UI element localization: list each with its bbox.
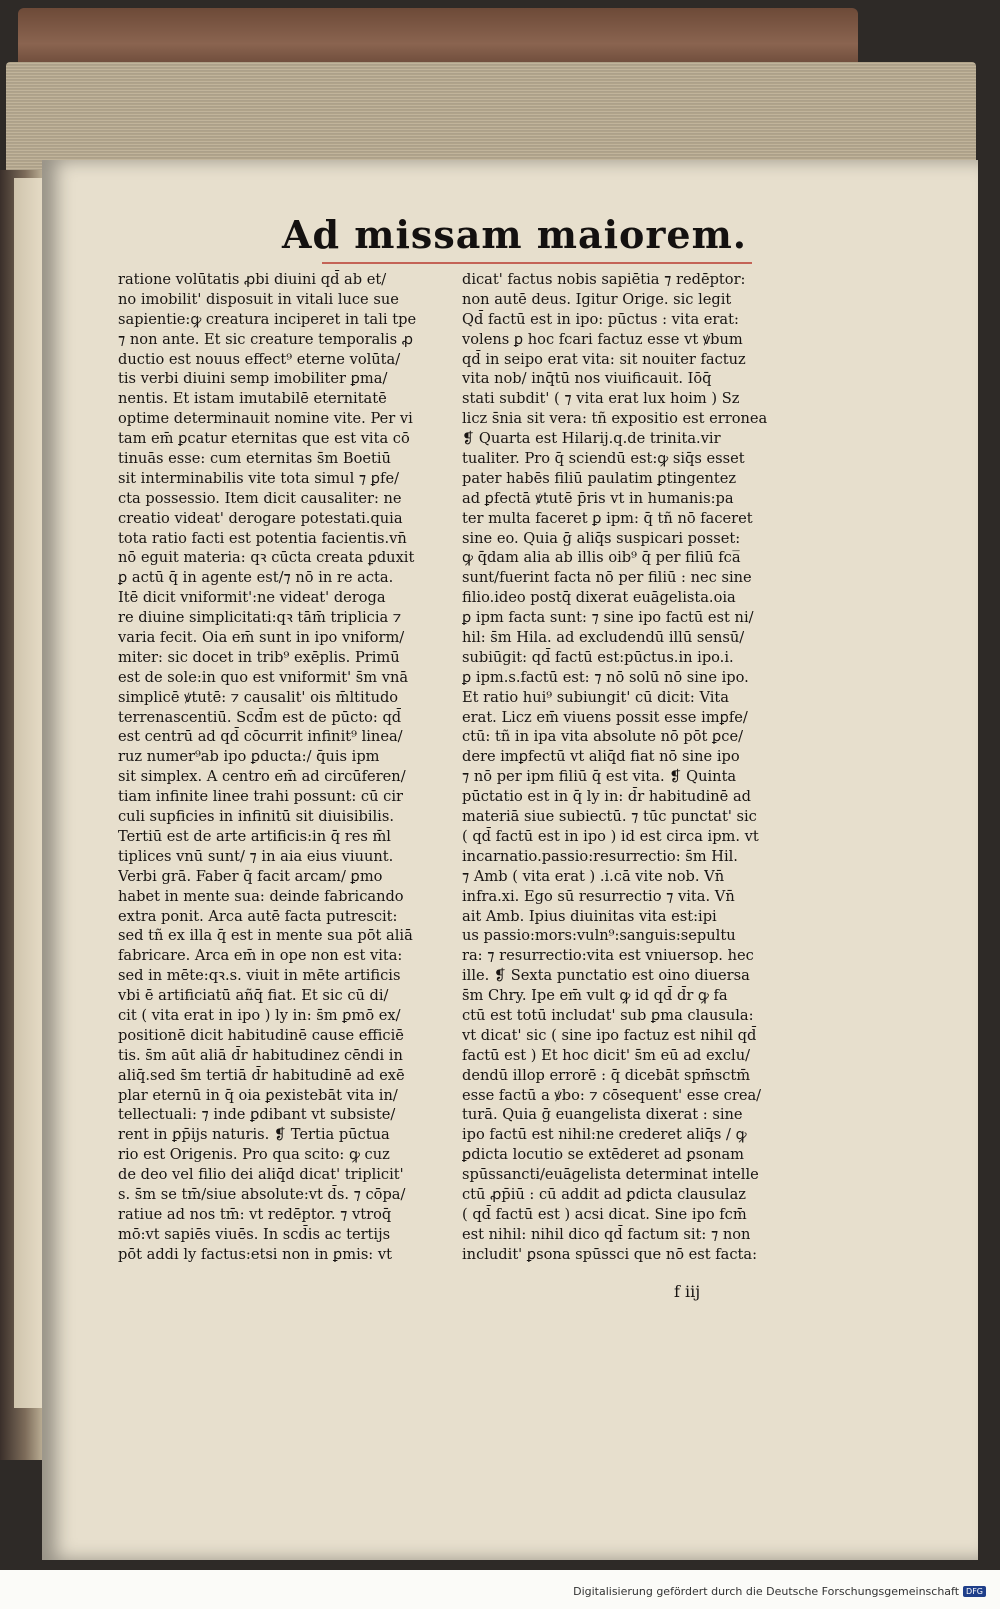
text-line: positionē dicit habitudinē cause efficiē <box>118 1026 404 1044</box>
text-line: materiā siue subiectū. ⁊ tūc punctat' sic <box>462 808 757 826</box>
text-line: ter multa faceret ꝑ ipm: q̄ tñ nō faceret <box>462 509 753 527</box>
text-line: qd̄ in seipo erat vita: sit nouiter factuz <box>462 350 746 368</box>
text-line: dicat' factus nobis sapiētia ⁊ redēptor: <box>462 271 746 288</box>
text-line: extra ponit. Arca autē facta putrescit: <box>118 907 398 925</box>
text-line: fabricare. Arca em̄ in ope non est vita: <box>118 947 403 965</box>
text-line: nō eguit materia: qꝛ cūcta creata ꝑduxit <box>118 549 415 567</box>
text-line: vita nob/ inq̄tū nos viuificauit. Iōq̄ <box>462 370 712 388</box>
text-line: ( qd̄ factū est ) acsi dicat. Sine ipo fcm̄ <box>462 1205 747 1223</box>
text-line: optime determinauit nomine vite. Per vi <box>118 410 413 428</box>
text-line: rio est Origenis. Pro qua scito: ꝙ cuz <box>118 1146 390 1164</box>
text-line: ad ꝑfectā ꝟtutē p̄ris vt in humanis:pa <box>462 489 734 507</box>
text-line: erat. Licz em̄ viuens possit esse imꝑfe/ <box>462 708 748 726</box>
text-line: ductio est nouus effect⁹ eterne volūta/ <box>118 350 401 368</box>
text-line: tiam infinite linee trahi possunt: cū cir <box>118 788 403 806</box>
text-line: miter: sic docet in trib⁹ exēplis. Primū <box>118 648 400 666</box>
text-line: ꝑdicta locutio se extēderet ad ꝑsonam <box>462 1146 745 1164</box>
text-line: ( qd̄ factū est in ipo ) id est circa ipm. vt <box>462 827 759 845</box>
text-line: dendū illop errorē : q̄ dicebāt spm̄sctm̄ <box>462 1066 751 1084</box>
text-line: rent in ꝑp̄ijs naturis. ❡ Tertia pūctua <box>118 1126 390 1144</box>
text-line: sunt/fuerint facta nō per filiū : nec sine <box>462 569 752 587</box>
text-line: ctū: tñ in ipa vita absolute nō pōt ꝑce/ <box>462 728 744 746</box>
text-line: ratiue ad nos tm̄: vt redēptor. ⁊ vtroq̄ <box>118 1205 392 1223</box>
text-line: filio.ideo postq̄ dixerat euāgelista.oia <box>462 589 736 607</box>
text-line: ipo factū est nihil:ne crederet aliq̄s / ꝙ <box>462 1126 747 1144</box>
text-line: s. s̄m se tm̄/siue absolute:vt d̄s. ⁊ cōpa/ <box>118 1185 406 1203</box>
dfg-logo: DFG <box>963 1586 986 1597</box>
text-line: ratione volūtatis ꝓbi diuini qd̄ ab et/ <box>118 271 387 288</box>
text-line: vbi ē artificiatū añq̄ fiat. Et sic cū di/ <box>118 987 389 1005</box>
text-line: habet in mente sua: deinde fabricando <box>118 887 404 905</box>
text-line: esse factū a ꝟbo: ⁊ cōsequent' esse crea/ <box>462 1086 762 1104</box>
text-line: hil: s̄m Hila. ad excludendū illū sensū/ <box>462 629 745 647</box>
text-line: stati subdit' ( ⁊ vita erat lux hoim ) Sz <box>462 390 740 408</box>
text-line: pater habēs filiū paulatim ꝑtingentez <box>462 469 737 487</box>
text-line: cit ( vita erat in ipo ) ly in: s̄m ꝑmō ex/ <box>118 1006 401 1024</box>
text-line: Et ratio hui⁹ subiungit' cū dicit: Vita <box>462 688 729 706</box>
text-line: Itē dicit vniformit':ne videat' deroga <box>118 589 386 607</box>
text-line: tinuās esse: cum eternitas s̄m Boetiū <box>118 450 391 468</box>
text-line: tam em̄ ꝑcatur eternitas que est vita cō <box>118 430 410 448</box>
footer-credit: Digitalisierung gefördert durch die Deutsche Forschungsgemeinschaft <box>573 1584 960 1598</box>
text-line: cta possessio. Item dicit causaliter: ne <box>118 489 402 507</box>
text-line: tis. s̄m aūt aliā d̄r habitudinez cēndi in <box>118 1046 403 1064</box>
text-line: factū est ) Et hoc dicit' s̄m eū ad exclu/ <box>462 1046 751 1064</box>
text-line: no imobilit' disposuit in vitali luce sue <box>118 290 399 308</box>
text-line: mō:vt sapiēs viuēs. In scd̄is ac tertijs <box>118 1225 391 1243</box>
text-line: de deo vel filio dei aliq̄d dicat' triplicit' <box>118 1166 404 1184</box>
text-line: ꝑ actū q̄ in agente est/⁊ nō in re acta. <box>118 569 394 587</box>
text-line: non autē deus. Igitur Orige. sic legit <box>462 290 732 308</box>
text-line: tualiter. Pro q̄ sciendū est:ꝙ siq̄s esset <box>462 450 745 468</box>
text-line: ait Amb. Ipius diuinitas vita est:ipi <box>462 907 717 925</box>
text-line: re diuine simplicitati:qꝛ tām̄ triplicia ⁊ <box>118 609 402 627</box>
text-line: volens ꝑ hoc fcari factuz esse vt ꝟbum <box>462 330 743 348</box>
text-line: nentis. Et istam imutabilē eternitatē <box>118 390 387 408</box>
text-line: ctū ꝓp̄iū : cū addit ad ꝑdicta clausulaz <box>462 1185 746 1203</box>
text-line: terrenascentiū. Scd̄m est de pūcto: qd̄ <box>118 708 402 726</box>
text-line: sine eo. Quia ḡ aliq̄s suspicari posset: <box>462 529 741 547</box>
text-line: est de sole:in quo est vniformit' s̄m vnā <box>118 668 409 686</box>
book-page <box>42 160 978 1560</box>
text-line: ⁊ nō per ipm filiū q̄ est vita. ❡ Quinta <box>462 768 737 786</box>
text-line: simplicē ꝟtutē: ⁊ causalit' ois m̄ltitudo <box>118 688 399 706</box>
text-line: us passio:mors:vuln⁹:sanguis:sepultu <box>462 927 736 945</box>
text-line: ctū est totū includat' sub ꝑma clausula: <box>462 1006 754 1024</box>
text-line: infra.xi. Ego sū resurrectio ⁊ vita. Vn̄ <box>462 887 735 905</box>
text-line: sed tñ ex illa q̄ est in mente sua pōt aliā <box>118 927 413 945</box>
digitization-footer <box>0 1576 1000 1606</box>
text-line: turā. Quia ḡ euangelista dixerat : sine <box>462 1106 743 1124</box>
text-line: ⁊ Amb ( vita erat ) .i.cā vite nob. Vn̄ <box>462 867 725 885</box>
text-line: plar eternū in q̄ oia ꝑexistebāt vita in/ <box>118 1086 398 1104</box>
text-line: Qd̄ factū est in ipo: pūctus : vita erat: <box>462 310 739 328</box>
text-line: ꝑ ipm facta sunt: ⁊ sine ipo factū est ni/ <box>462 609 754 627</box>
text-line: est nihil: nihil dico qd̄ factum sit: ⁊ non <box>462 1225 751 1243</box>
text-line: sit interminabilis vite tota simul ⁊ ꝑfe/ <box>118 469 400 487</box>
text-line: ꝑ ipm.s.factū est: ⁊ nō solū nō sine ipo. <box>462 668 749 686</box>
text-line: spūssancti/euāgelista determinat intelle <box>462 1166 759 1184</box>
text-line: vt dicat' sic ( sine ipo factuz est nihil qd̄ <box>462 1026 757 1044</box>
text-line: est centrū ad qd̄ cōcurrit infinit⁹ linea/ <box>118 728 403 746</box>
text-line: culi supficies in infinitū sit diuisibilis. <box>118 808 394 826</box>
text-line: sit simplex. A centro em̄ ad circūferen/ <box>118 768 406 786</box>
text-line: Verbi grā. Faber q̄ facit arcam/ ꝑmo <box>118 867 383 885</box>
text-line: pōt addi ly factus:etsi non in ꝑmis: vt <box>118 1245 392 1263</box>
text-line: s̄m Chry. Ipe em̄ vult ꝙ id qd̄ d̄r ꝙ fa <box>462 987 728 1005</box>
text-line: tiplices vnū sunt/ ⁊ in aia eius viuunt. <box>118 847 394 865</box>
text-line: ❡ Quarta est Hilarij.q.de trinita.vir <box>462 430 721 448</box>
text-line: varia fecit. Oia em̄ sunt in ipo vniform/ <box>118 629 405 647</box>
text-line: tellectuali: ⁊ inde ꝑdibant vt subsiste/ <box>118 1106 396 1124</box>
page-heading: Ad missam maiorem. <box>282 212 782 257</box>
signature-mark: f iij <box>674 1282 701 1301</box>
text-line: aliq̄.sed s̄m tertiā d̄r habitudinē ad exē <box>118 1066 405 1084</box>
text-line: sed in mēte:qꝛ.s. viuit in mēte artificis <box>118 967 401 985</box>
facing-page-edge <box>14 178 44 1408</box>
text-line: dere imꝑfectū vt aliq̄d fiat nō sine ipo <box>462 748 740 766</box>
text-line: includit' ꝑsona spūssci que nō est facta: <box>462 1245 758 1263</box>
text-line: tis verbi diuini semp imobiliter ꝑma/ <box>118 370 388 388</box>
text-line: ruz numer⁹ab ipo ꝑducta:/ q̄uis ipm <box>118 748 380 766</box>
text-line: incarnatio.passio:resurrectio: s̄m Hil. <box>462 847 738 865</box>
text-line: ille. ❡ Sexta punctatio est oino diuersa <box>462 967 750 985</box>
text-line: licz s̄nia sit vera: tñ expositio est erronea <box>462 410 768 428</box>
right-text-column <box>462 270 818 1265</box>
text-line: pūctatio est in q̄ ly in: d̄r habitudinē ad <box>462 788 751 806</box>
text-line: ꝙ q̄dam alia ab illis oib⁹ q̄ per filiū fca̅ <box>462 549 741 567</box>
text-line: subiūgit: qd̄ factū est:pūctus.in ipo.i. <box>462 648 734 666</box>
text-line: ⁊ non ante. Et sic creature temporalis ꝓ <box>118 330 414 348</box>
text-line: tota ratio facti est potentia facientis.vn̄ <box>118 529 407 547</box>
left-text-column <box>118 270 474 1265</box>
book-cover-top <box>18 8 858 68</box>
text-line: creatio videat' derogare potestati.quia <box>118 509 403 527</box>
text-line: ra: ⁊ resurrectio:vita est vniuersop. hec <box>462 947 754 965</box>
text-line: sapientie:ꝙ creatura inciperet in tali tpe <box>118 310 417 328</box>
text-line: Tertiū est de arte artificis:in q̄ res m̄l <box>118 827 391 845</box>
